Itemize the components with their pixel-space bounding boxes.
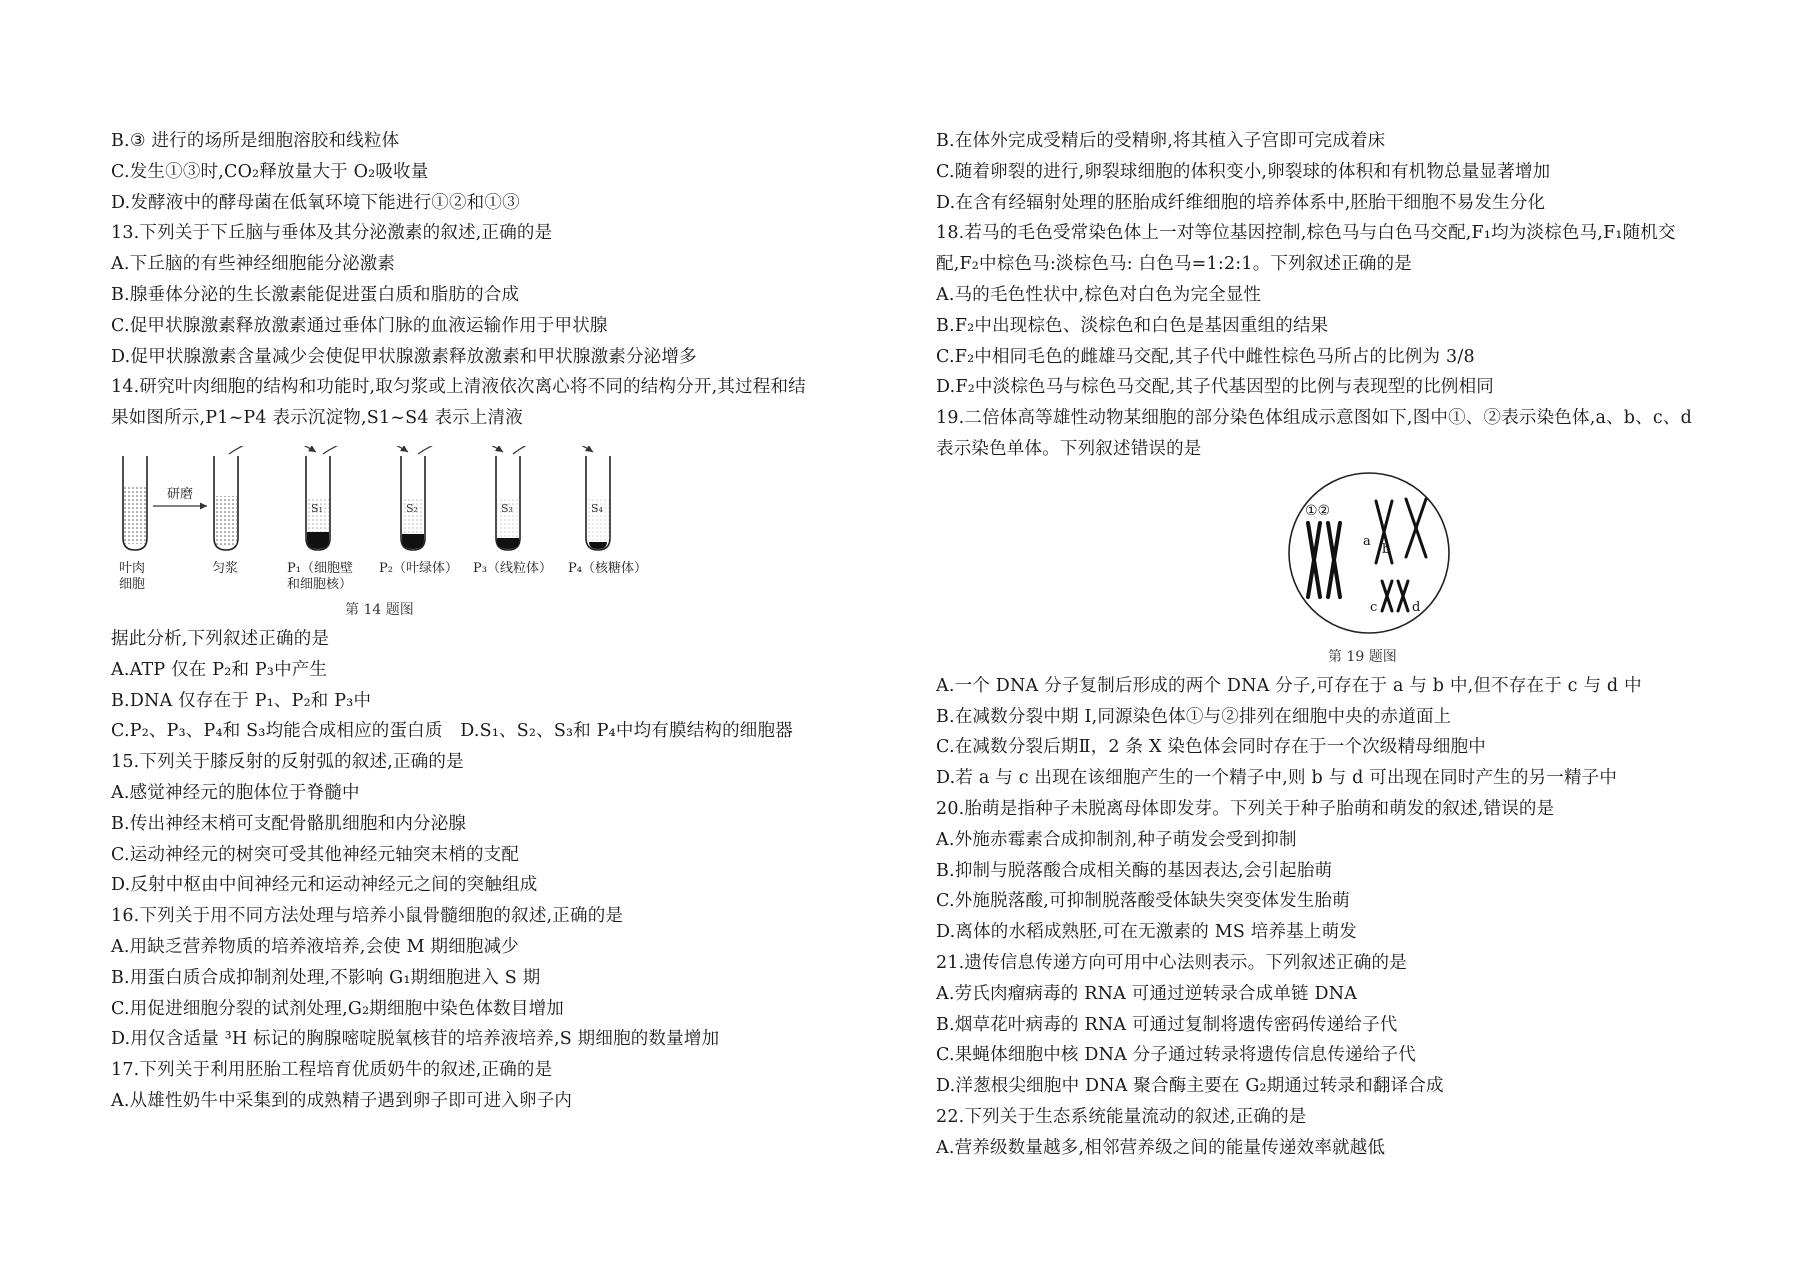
text-line: C.发生①③时,CO₂释放量大于 O₂吸收量: [111, 161, 429, 182]
text-line: A.ATP 仅在 P₂和 P₃中产生: [111, 659, 328, 680]
text-line: A.下丘脑的有些神经细胞能分泌激素: [111, 254, 396, 275]
text-line: 19.二倍体高等雄性动物某细胞的部分染色体组成示意图如下,图中①、②表示染色体,a、b、c、d: [936, 408, 1692, 429]
chromosome-2: [1328, 523, 1340, 597]
right-text-block-bottom: [936, 671, 1716, 1164]
text-line: 配,F₂中棕色马:淡棕色马: 白色马=1:2:1。下列叙述正确的是: [936, 254, 1413, 275]
text-line: 14.研究叶肉细胞的结构和功能时,取匀浆或上清液依次离心将不同的结构分开,其过程和结: [111, 377, 806, 398]
transfer-arc-3: [418, 446, 503, 454]
figure-14: [111, 446, 851, 622]
text-line: B.用蛋白质合成抑制剂处理,不影响 G₁期细胞进入 S 期: [111, 967, 541, 988]
text-line: D.在含有经辐射处理的胚胎成纤维细胞的培养体系中,胚胎干细胞不易发生分化: [936, 192, 1546, 213]
text-line: A.马的毛色性状中,棕色对白色为完全显性: [936, 284, 1262, 305]
text-line: C.外施脱落酸,可抑制脱落酸受体缺失突变体发生胎萌: [936, 891, 1350, 912]
s4-label: S₄: [591, 501, 603, 515]
text-line: B.抑制与脱落酸合成相关酶的基因表达,会引起胎萌: [936, 860, 1333, 881]
text-line: C.用促进细胞分裂的试剂处理,G₂期细胞中染色体数目增加: [111, 998, 564, 1019]
tube-label-p1b: 和细胞核）: [287, 576, 353, 592]
text-line: A.营养级数量越多,相邻营养级之间的能量传递效率就越低: [936, 1137, 1386, 1158]
tube-leaf-cells: [123, 456, 147, 550]
tube-label-leaf-1: 叶肉: [119, 560, 146, 576]
mark-b: b: [1382, 541, 1391, 557]
text-line: C.在减数分裂后期Ⅱ，2 条 X 染色体会同时存在于一个次级精母细胞中: [936, 737, 1487, 758]
transfer-arc-4: [513, 446, 593, 454]
s2-label: S₂: [406, 501, 418, 515]
figure-19-caption: 第 19 题图: [1328, 648, 1397, 665]
text-line: 表示染色单体。下列叙述错误的是: [936, 438, 1202, 459]
text-line: 15.下列关于膝反射的反射弧的叙述,正确的是: [111, 752, 464, 773]
centrifuge-diagram: [111, 446, 671, 622]
text-line: C.运动神经元的树突可受其他神经元轴突末梢的支配: [111, 844, 520, 865]
right-text-block-top: [936, 126, 1716, 465]
grind-label: 研磨: [167, 486, 194, 502]
tube-label-leaf-2: 细胞: [119, 576, 146, 592]
text-line: D.反射中枢由中间神经元和运动神经元之间的突触组成: [111, 875, 538, 896]
text-line: C.F₂中相同毛色的雌雄马交配,其子代中雌性棕色马所占的比例为 3/8: [936, 346, 1475, 367]
transfer-arc-2: [323, 446, 408, 454]
text-line: 17.下列关于利用胚胎工程培育优质奶牛的叙述,正确的是: [111, 1060, 553, 1081]
chromosome-pair-cd: [1382, 581, 1408, 611]
text-line: A.从雄性奶牛中采集到的成熟精子遇到卵子即可进入卵子内: [111, 1090, 573, 1111]
text-line: D.若 a 与 c 出现在该细胞产生的一个精子中,则 b 与 d 可出现在同时产生的另一精子中: [936, 768, 1618, 789]
tube-label-homogenate: 匀浆: [212, 560, 239, 576]
text-line: A.用缺乏营养物质的培养液培养,会使 M 期细胞减少: [111, 936, 520, 957]
text-line: 13.下列关于下丘脑与垂体及其分泌激素的叙述,正确的是: [111, 223, 553, 244]
text-line: 据此分析,下列叙述正确的是: [111, 628, 330, 649]
text-line: 22.下列关于生态系统能量流动的叙述,正确的是: [936, 1106, 1307, 1127]
tube-label-p3: P₃（线粒体）: [473, 560, 552, 576]
text-line: B.③ 进行的场所是细胞溶胶和线粒体: [111, 131, 400, 151]
s1-label: S₁: [311, 501, 323, 515]
text-line: 16.下列关于用不同方法处理与培养小鼠骨髓细胞的叙述,正确的是: [111, 906, 624, 927]
text-line: C.果蝇体细胞中核 DNA 分子通过转录将遗传信息传递给子代: [936, 1045, 1416, 1066]
text-line: 18.若马的毛色受常染色体上一对等位基因控制,棕色马与白色马交配,F₁均为淡棕色马,F₁随机交: [936, 223, 1676, 244]
text-line: 21.遗传信息传递方向可用中心法则表示。下列叙述正确的是: [936, 952, 1407, 973]
transfer-arc-1: [229, 446, 316, 454]
text-line: B.腺垂体分泌的生长激素能促进蛋白质和脂肪的合成: [111, 284, 520, 305]
text-line: D.洋葱根尖细胞中 DNA 聚合酶主要在 G₂期通过转录和翻译合成: [936, 1076, 1444, 1097]
text-line: B.在体外完成受精后的受精卵,将其植入子宫即可完成着床: [936, 131, 1386, 151]
text-line: B.传出神经末梢可支配骨骼肌细胞和内分泌腺: [111, 813, 467, 834]
text-line: D.F₂中淡棕色马与棕色马交配,其子代基因型的比例与表现型的比例相同: [936, 377, 1494, 398]
text-line: D.离体的水稻成熟胚,可在无激素的 MS 培养基上萌发: [936, 922, 1357, 943]
right-column: [936, 126, 1716, 1164]
mark-a: a: [1363, 533, 1371, 549]
text-line: 20.胎萌是指种子未脱离母体即发芽。下列关于种子胎萌和萌发的叙述,错误的是: [936, 798, 1555, 819]
text-line: A.劳氏肉瘤病毒的 RNA 可通过逆转录合成单链 DNA: [936, 983, 1358, 1004]
figure-19: [936, 471, 1716, 671]
text-line: D.促甲状腺激素含量减少会使促甲状腺激素释放激素和甲状腺激素分泌增多: [111, 346, 697, 367]
text-line: C.P₂、P₃、P₄和 S₃均能合成相应的蛋白质 D.S₁、S₂、S₃和 P₄中均有膜结构的细胞器: [111, 721, 793, 742]
marks-12: ①②: [1305, 502, 1331, 519]
text-line: B.F₂中出现棕色、淡棕色和白色是基因重组的结果: [936, 315, 1329, 336]
figure-14-caption: 第 14 题图: [345, 601, 414, 618]
chromosome-1: [1308, 523, 1320, 597]
tube-label-p1a: P₁（细胞壁: [287, 560, 353, 576]
text-line: B.烟草花叶病毒的 RNA 可通过复制将遗传密码传递给子代: [936, 1014, 1398, 1035]
left-text-block-top: [111, 126, 851, 434]
text-line: B.DNA 仅存在于 P₁、P₂和 P₃中: [111, 690, 372, 711]
text-line: A.一个 DNA 分子复制后形成的两个 DNA 分子,可存在于 a 与 b 中,但不存在于 c 与 d 中: [936, 675, 1642, 696]
text-line: A.外施赤霉素合成抑制剂,种子萌发会受到抑制: [936, 829, 1297, 850]
tube-homogenate: [214, 456, 238, 550]
chromosome-diagram: [936, 471, 1716, 671]
text-line: D.用仅含适量 ³H 标记的胸腺嘧啶脱氧核苷的培养液培养,S 期细胞的数量增加: [111, 1029, 720, 1050]
text-line: 果如图所示,P1~P4 表示沉淀物,S1~S4 表示上清液: [111, 408, 523, 429]
text-line: A.感觉神经元的胞体位于脊髓中: [111, 782, 360, 803]
text-line: B.在减数分裂中期 I,同源染色体①与②排列在细胞中央的赤道面上: [936, 706, 1452, 727]
mark-d: d: [1412, 599, 1421, 615]
tube-label-p4: P₄（核糖体）: [568, 560, 647, 576]
mark-c: c: [1370, 599, 1378, 615]
tube-label-p2: P₂（叶绿体）: [379, 560, 458, 576]
left-text-block-bottom: [111, 624, 851, 1117]
left-column: [111, 126, 851, 1117]
text-line: D.发酵液中的酵母菌在低氧环境下能进行①②和①③: [111, 192, 520, 213]
text-line: C.促甲状腺激素释放激素通过垂体门脉的血液运输作用于甲状腺: [111, 315, 608, 336]
s3-label: S₃: [501, 501, 513, 515]
text-line: C.随着卵裂的进行,卵裂球细胞的体积变小,卵裂球的体积和有机物总量显著增加: [936, 161, 1551, 182]
